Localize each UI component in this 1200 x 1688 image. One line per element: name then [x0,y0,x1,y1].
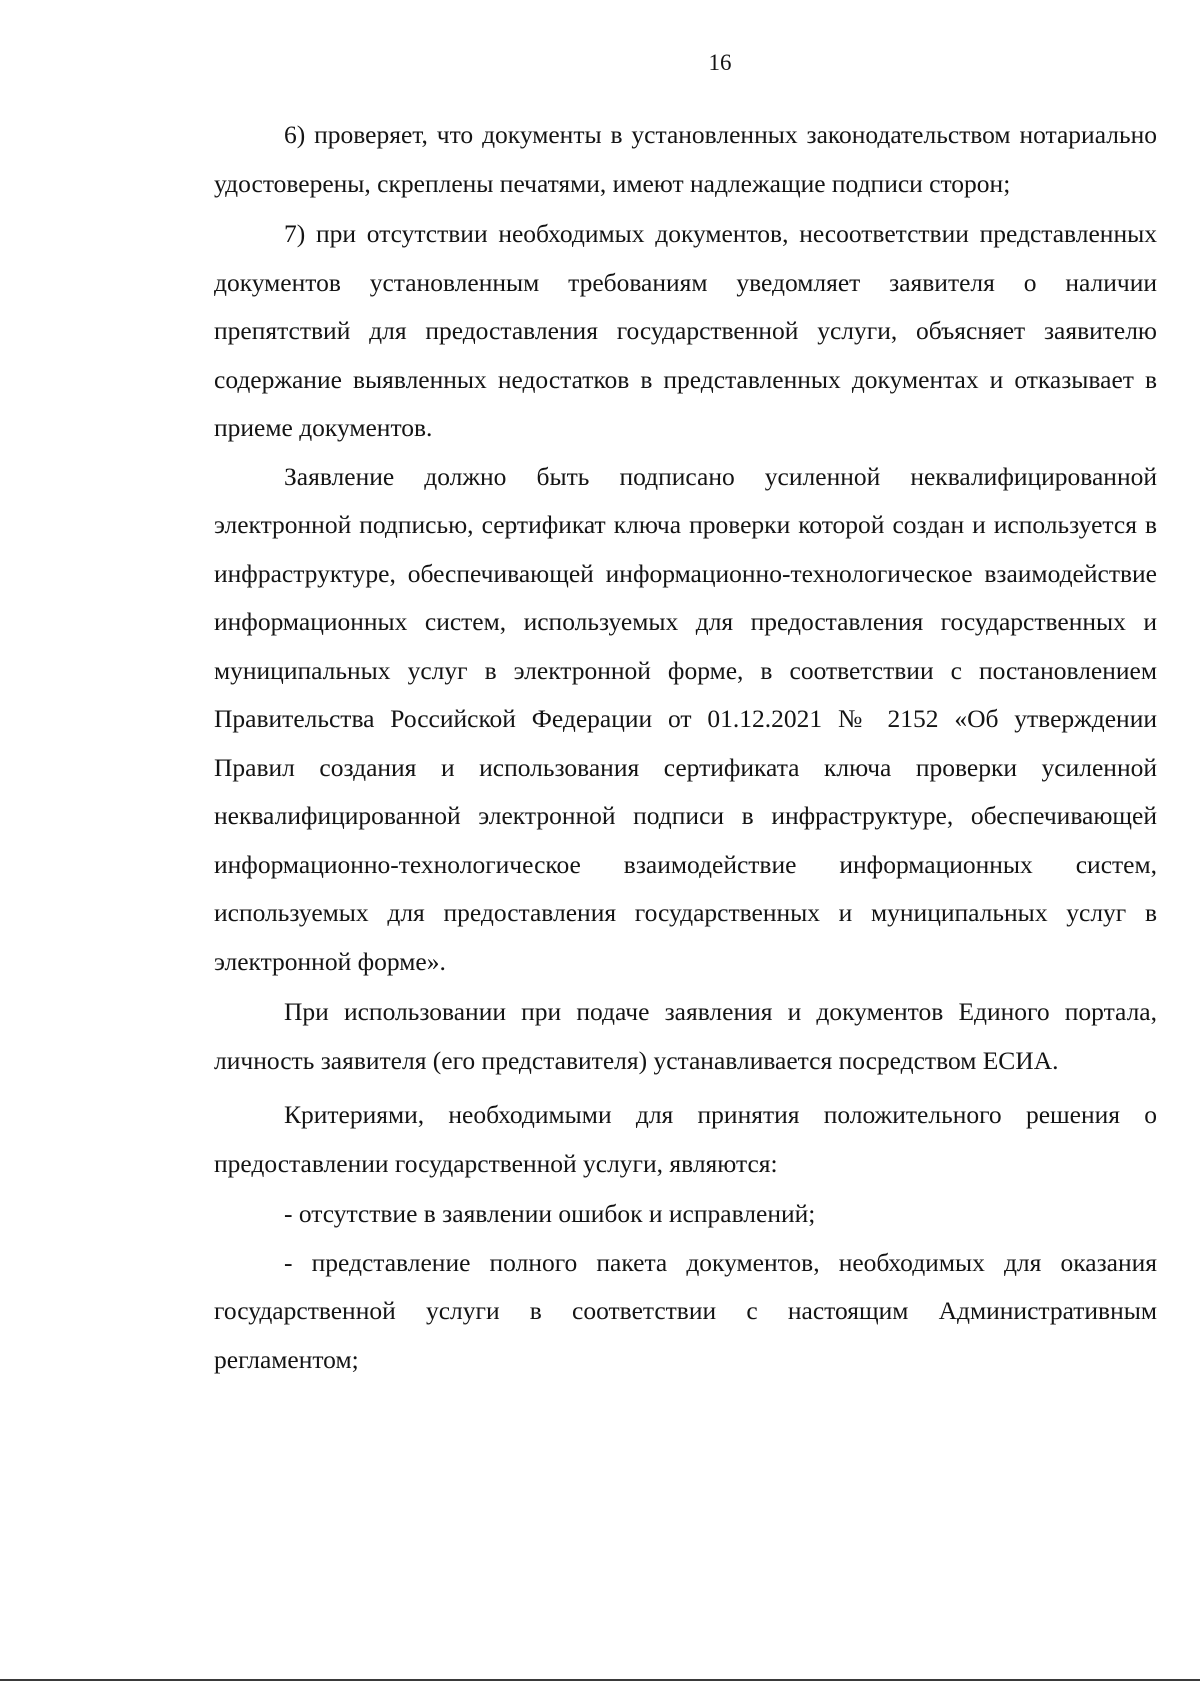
paragraph-identity-esia: При использовании при подаче заявления и документов Единого портала, личность заявителя (его представителя) устанавливается посредством ЕСИА. [214,997,1157,1075]
paragraph-criteria-full-package: - представление полного пакета документов, необходимых для оказания государственной услуги в соответствии с настоящим Административным регламентом; [214,1247,1157,1374]
paragraph-item-7: 7) при отсутствии необходимых документов, несоответствии представленных документов установленным требованиям уведомляет заявителя о наличии препятствий для предоставления государственной услуги, объясняет заявителю содержание выявленных недостатков в представленных документах и отказывает в приеме документов. [214,219,1157,442]
paragraph-criteria-intro: Критериями, необходимыми для принятия положительного решения о предоставлении государственной услуги, являются: [214,1100,1157,1178]
page-number: 16 [708,50,732,75]
paragraph-item-6: 6) проверяет, что документы в установленных законодательством нотариально удостоверены, скреплены печатями, имеют надлежащие подписи сторон; [214,120,1157,198]
footer-divider [0,1679,1200,1681]
document-body [214,111,1157,1384]
paragraph-signature-requirement: Заявление должно быть подписано усиленной неквалифицированной электронной подписью, сертификат ключа проверки которой создан и используется в инфраструктуре, обеспечивающей информационно-технологическое взаимодействие информационных систем, используемых для предоставления государственных и муниципальных услуг в электронной форме, в соответствии с постановлением Правительства Российской Федерации от 01.12.2021 № 2152 «Об утверждении Правил создания и использования сертификата ключа проверки усиленной неквалифицированной электронной подписи в инфраструктуре, обеспечивающей информационно-технологическое взаимодействие информационных систем, используемых для предоставления государственных и муниципальных услуг в электронной форме». [214,461,1157,976]
paragraph-criteria-no-errors: - отсутствие в заявлении ошибок и исправлений; [284,1199,816,1228]
